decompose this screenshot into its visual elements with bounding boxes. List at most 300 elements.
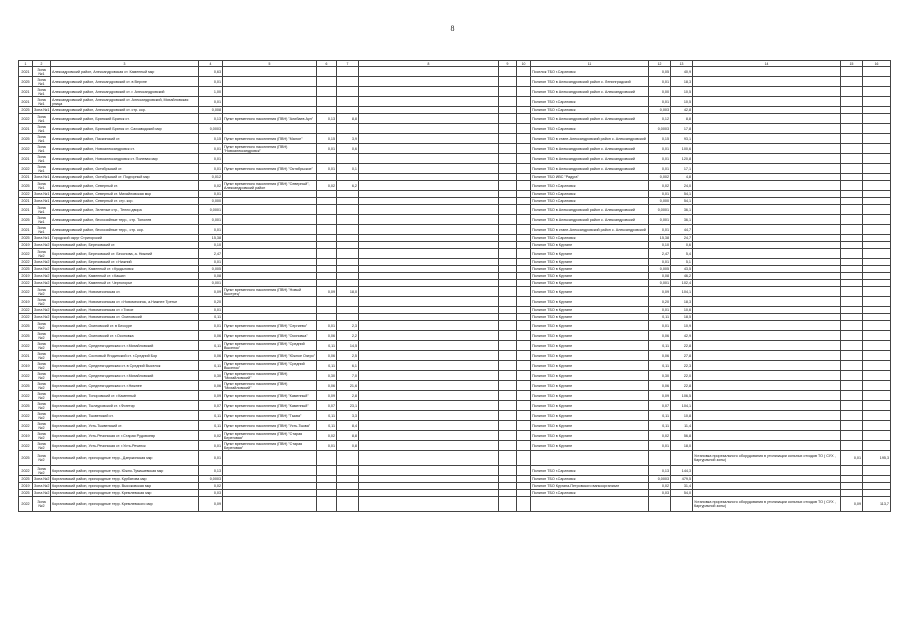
table-cell: 102,4 xyxy=(671,280,693,287)
table-cell xyxy=(863,181,891,191)
table-cell: 0,02 xyxy=(199,181,223,191)
table-cell xyxy=(359,205,499,215)
table-cell: 0,01 xyxy=(317,321,337,331)
table-cell xyxy=(317,297,337,307)
table-cell: 54,1 xyxy=(671,198,693,205)
table-cell xyxy=(693,124,841,134)
table-cell xyxy=(517,154,531,164)
table-row xyxy=(19,321,891,331)
table-cell xyxy=(841,225,863,235)
table-cell xyxy=(693,401,841,411)
table-cell xyxy=(337,242,359,249)
table-cell xyxy=(517,235,531,242)
table-cell: Александровский район, Октябрьский ст. xyxy=(51,164,199,174)
table-cell: 10,6 xyxy=(671,307,693,314)
table-cell xyxy=(863,242,891,249)
table-cell xyxy=(863,154,891,164)
table-cell xyxy=(693,466,841,476)
table-cell: Зона №1 xyxy=(33,215,51,225)
table-cell: Зона №2 xyxy=(33,297,51,307)
column-index-cell: 15 xyxy=(841,61,863,67)
table-cell: 0,012 xyxy=(199,174,223,181)
table-row xyxy=(19,242,891,249)
table-cell: 0,0001 xyxy=(649,205,671,215)
table-cell: 0,11 xyxy=(649,314,671,321)
table-cell: Полигон ТБО в Кургане xyxy=(531,391,649,401)
table-cell: Коргановский район, пригородные терр. Курбатова мкр xyxy=(51,476,199,483)
table-cell xyxy=(863,215,891,225)
table-cell: 2022 xyxy=(19,411,33,421)
table-cell: 2022 xyxy=(19,164,33,174)
table-cell: Зона №1 xyxy=(33,77,51,87)
table-cell xyxy=(337,198,359,205)
table-cell xyxy=(337,77,359,87)
table-row xyxy=(19,205,891,215)
table-cell xyxy=(337,483,359,490)
table-cell xyxy=(693,191,841,198)
table-cell xyxy=(841,266,863,273)
table-cell: 8,4 xyxy=(337,421,359,431)
table-cell xyxy=(499,114,517,124)
table-cell: Александровский район, бесхозяйные терр., стр. кор. xyxy=(51,225,199,235)
table-cell: 0,09 xyxy=(317,287,337,297)
column-index-cell: 3 xyxy=(51,61,199,67)
table-cell xyxy=(499,249,517,259)
table-cell: 36,1 xyxy=(671,205,693,215)
table-cell xyxy=(841,483,863,490)
table-cell: 42,9 xyxy=(671,331,693,341)
table-cell: Полигон ТБО г.Саратовск xyxy=(531,107,649,114)
table-cell: Пункт временного накопления (ПВН) "Северный", Александровский район xyxy=(223,181,317,191)
table-cell: 3,3 xyxy=(337,411,359,421)
table-cell: Коргановский район, Усть-Речинская ст. г.Старая Рудовоевр xyxy=(51,431,199,441)
table-cell: 2025 xyxy=(19,321,33,331)
table-cell: Полигон ТБО в Кургане xyxy=(531,361,649,371)
table-cell: Коргановский район, пригородные терр. Южно-Тумашевская мкр xyxy=(51,466,199,476)
table-cell xyxy=(863,273,891,280)
table-cell xyxy=(863,280,891,287)
table-cell: 0,01 xyxy=(199,225,223,235)
table-cell xyxy=(337,235,359,242)
table-cell: 43,5 xyxy=(671,266,693,273)
table-cell xyxy=(499,235,517,242)
table-cell xyxy=(531,451,649,466)
table-cell: 18,0 xyxy=(337,287,359,297)
table-cell xyxy=(693,381,841,391)
table-cell: 2022 xyxy=(19,249,33,259)
table-cell xyxy=(693,97,841,107)
table-cell: Зона №2 xyxy=(33,371,51,381)
table-cell: 27,8 xyxy=(671,351,693,361)
table-cell: Зона №1 xyxy=(33,181,51,191)
table-row xyxy=(19,87,891,97)
table-cell: 0,0003 xyxy=(649,476,671,483)
table-cell: 2022 xyxy=(19,314,33,321)
table-cell xyxy=(223,235,317,242)
table-cell: Полигон ТБО в Кургане xyxy=(531,280,649,287)
table-cell: Полигон ТБО в стане-Александровский район с. Александровский xyxy=(531,134,649,144)
table-cell: 2022 xyxy=(19,466,33,476)
table-cell xyxy=(359,451,499,466)
table-cell: Пункт временного накопления (ПВН) "Южное Озеро" xyxy=(223,351,317,361)
table-cell xyxy=(863,174,891,181)
table-cell: Пункт временного накопления (ПВН) "Средний Выселок" xyxy=(223,341,317,351)
column-index-cell: 1 xyxy=(19,61,33,67)
column-index-cell: 16 xyxy=(863,61,891,67)
table-cell: Полигон ТБО в Александровский район с. Александровский xyxy=(531,164,649,174)
table-cell xyxy=(841,198,863,205)
table-cell xyxy=(863,266,891,273)
table-cell xyxy=(693,351,841,361)
table-cell xyxy=(223,225,317,235)
table-cell: 2021 xyxy=(19,198,33,205)
table-cell: 2025 xyxy=(19,331,33,341)
table-cell: Пункт временного накопления (ПВН) "Старая Береговая" xyxy=(223,431,317,441)
table-row xyxy=(19,371,891,381)
table-cell: 195,3 xyxy=(863,451,891,466)
table-cell: 10,5 xyxy=(671,97,693,107)
table-cell xyxy=(841,490,863,497)
table-cell: Полигон ТБО в Александровский район с. Александровский xyxy=(531,87,649,97)
table-cell: 2019 xyxy=(19,483,33,490)
table-cell: 0,002 xyxy=(649,174,671,181)
table-row xyxy=(19,249,891,259)
table-cell: 0,01 xyxy=(199,321,223,331)
table-cell xyxy=(517,476,531,483)
table-cell: Коргановский район, Тылауровский ст. г.Фогетир xyxy=(51,401,199,411)
table-cell: 0,001 xyxy=(649,215,671,225)
table-cell: 0,01 xyxy=(649,154,671,164)
table-cell xyxy=(499,280,517,287)
table-cell xyxy=(317,198,337,205)
table-cell: 3,9 xyxy=(337,134,359,144)
table-row xyxy=(19,381,891,391)
table-cell: 144,3 xyxy=(671,466,693,476)
table-cell: 2022 xyxy=(19,280,33,287)
table-cell xyxy=(499,476,517,483)
table-cell xyxy=(841,144,863,154)
table-cell: Пункт временного накопления (ПВН) "Михайловский" xyxy=(223,371,317,381)
column-index-cell: 11 xyxy=(531,61,649,67)
table-cell xyxy=(517,144,531,154)
table-cell xyxy=(863,287,891,297)
table-cell xyxy=(517,490,531,497)
table-cell: 0,20 xyxy=(199,297,223,307)
table-cell xyxy=(337,124,359,134)
table-cell xyxy=(499,297,517,307)
table-cell xyxy=(693,205,841,215)
table-cell xyxy=(499,371,517,381)
table-cell xyxy=(517,124,531,134)
table-cell xyxy=(223,97,317,107)
table-cell: 0,06 xyxy=(199,331,223,341)
table-cell xyxy=(359,341,499,351)
table-cell xyxy=(863,114,891,124)
table-cell xyxy=(499,351,517,361)
table-cell xyxy=(841,77,863,87)
table-cell: 0,1 xyxy=(337,164,359,174)
table-cell: 0,01 xyxy=(649,77,671,87)
table-cell xyxy=(863,421,891,431)
table-cell: Полигон ТБО в Кургане xyxy=(531,411,649,421)
table-cell xyxy=(841,205,863,215)
table-cell: 0,01 xyxy=(649,164,671,174)
table-cell xyxy=(863,331,891,341)
column-index-cell: 2 xyxy=(33,61,51,67)
table-cell xyxy=(499,497,517,512)
table-cell xyxy=(223,490,317,497)
table-cell: 0,08 xyxy=(199,273,223,280)
table-cell: 4,8 xyxy=(671,174,693,181)
table-cell: 0,13 xyxy=(199,114,223,124)
table-cell xyxy=(693,225,841,235)
table-cell: Коргановский район, Каменный ст. г.Кашин xyxy=(51,273,199,280)
table-cell: 0,09 xyxy=(199,497,223,512)
table-cell xyxy=(863,441,891,451)
table-cell xyxy=(693,411,841,421)
table-cell: 0,11 xyxy=(649,341,671,351)
table-cell xyxy=(317,174,337,181)
table-cell: Зона №1 xyxy=(34,108,50,112)
table-cell: 0,005 xyxy=(199,266,223,273)
table-row xyxy=(19,144,891,154)
table-cell: 0,01 xyxy=(199,451,223,466)
table-cell: Зона №2 xyxy=(34,260,50,264)
table-cell: Полигон ТБО в Кургане xyxy=(531,287,649,297)
table-cell xyxy=(317,77,337,87)
table-cell: Полигон ТБО в Кургане xyxy=(531,331,649,341)
table-cell xyxy=(223,198,317,205)
table-cell: 106,5 xyxy=(671,391,693,401)
table-cell: 2022 xyxy=(19,307,33,314)
table-row xyxy=(19,198,891,205)
table-cell xyxy=(223,451,317,466)
table-cell xyxy=(499,391,517,401)
table-row xyxy=(19,174,891,181)
table-cell: Полигон ТБО г.Саратовск xyxy=(531,466,649,476)
table-cell: 0,0003 xyxy=(649,124,671,134)
table-cell xyxy=(499,441,517,451)
table-cell xyxy=(517,205,531,215)
table-cell xyxy=(317,266,337,273)
table-cell: 0,005 xyxy=(649,266,671,273)
table-cell: 17,8 xyxy=(671,124,693,134)
table-cell xyxy=(499,273,517,280)
table-cell xyxy=(517,181,531,191)
table-cell xyxy=(359,77,499,87)
table-cell: Александровский район, Новоалександровск ст. xyxy=(51,144,199,154)
table-cell xyxy=(337,476,359,483)
table-cell xyxy=(841,466,863,476)
table-cell xyxy=(359,314,499,321)
table-cell: 0,11 xyxy=(317,341,337,351)
table-cell: 10,9 xyxy=(671,321,693,331)
table-cell: 0,01 xyxy=(199,191,223,198)
table-cell: 0,15 xyxy=(317,134,337,144)
table-cell: 2,2 xyxy=(337,331,359,341)
table-cell: 15,38 xyxy=(199,235,223,242)
table-cell xyxy=(359,144,499,154)
table-cell xyxy=(841,280,863,287)
table-cell xyxy=(499,77,517,87)
table-cell: Полигон ТБО в Кургане xyxy=(531,273,649,280)
table-cell: Полигон ТБО в Кургане xyxy=(531,441,649,451)
table-cell xyxy=(693,174,841,181)
table-cell xyxy=(693,215,841,225)
table-cell xyxy=(517,107,531,114)
table-cell: Полигон ТБО г.Саратовск xyxy=(531,124,649,134)
table-cell xyxy=(841,341,863,351)
table-row xyxy=(19,411,891,421)
table-cell: Зона №2 xyxy=(33,249,51,259)
table-cell: 0,01 xyxy=(649,97,671,107)
table-cell xyxy=(517,314,531,321)
table-cell xyxy=(223,314,317,321)
table-cell xyxy=(841,249,863,259)
table-cell xyxy=(337,497,359,512)
table-cell xyxy=(337,154,359,164)
table-cell xyxy=(223,273,317,280)
table-cell xyxy=(517,266,531,273)
table-cell: 0,13 xyxy=(649,466,671,476)
table-cell: 10,5 xyxy=(671,87,693,97)
table-cell: 0,0003 xyxy=(199,124,223,134)
table-cell xyxy=(863,361,891,371)
table-cell xyxy=(359,273,499,280)
table-cell xyxy=(337,273,359,280)
table-cell xyxy=(223,191,317,198)
table-cell: Коргановский район, Новомесинская ст. г.Тихое xyxy=(51,307,199,314)
table-cell: 113,7 xyxy=(863,497,891,512)
table-cell xyxy=(223,249,317,259)
table-cell xyxy=(671,451,693,466)
table-cell: Пункт временного накопления (ПВН) "Старая Береговая" xyxy=(223,441,317,451)
table-cell: 2025 xyxy=(19,490,33,497)
table-row xyxy=(19,297,891,307)
table-cell xyxy=(841,441,863,451)
table-cell: 0,11 xyxy=(199,361,223,371)
table-cell xyxy=(841,421,863,431)
table-cell xyxy=(223,497,317,512)
table-cell xyxy=(359,307,499,314)
table-cell: Зона №2 xyxy=(33,381,51,391)
table-cell: 0,02 xyxy=(649,181,671,191)
table-cell xyxy=(517,391,531,401)
table-cell: Коргановский район, Осиновский ст. в Бессуре xyxy=(51,321,199,331)
table-cell xyxy=(693,259,841,266)
table-cell xyxy=(359,198,499,205)
table-cell xyxy=(359,154,499,164)
table-row xyxy=(19,225,891,235)
table-cell xyxy=(317,97,337,107)
table-cell xyxy=(499,134,517,144)
table-cell: Пункт временного накопления (ПВН) "Тыква" xyxy=(223,411,317,421)
table-cell xyxy=(359,321,499,331)
table-cell xyxy=(517,381,531,391)
table-cell xyxy=(223,174,317,181)
table-cell: Коргановский район, Среднеягодинская ст. г.Михайловский xyxy=(51,371,199,381)
table-cell: 0,13 xyxy=(317,114,337,124)
table-cell xyxy=(359,114,499,124)
table-cell: 0,008 xyxy=(199,107,223,114)
table-cell: 54,1 xyxy=(671,191,693,198)
table-row xyxy=(19,97,891,107)
table-cell: Зона №2 xyxy=(34,308,50,312)
table-cell xyxy=(499,259,517,266)
table-cell xyxy=(317,215,337,225)
table-cell xyxy=(317,87,337,97)
table-cell xyxy=(317,497,337,512)
table-cell: Зона №2 xyxy=(34,477,50,481)
table-cell: 2,3 xyxy=(337,321,359,331)
table-cell: Полигон ТБО г.Саратовск xyxy=(531,191,649,198)
table-cell xyxy=(223,77,317,87)
table-cell: 0,06 xyxy=(649,331,671,341)
table-cell xyxy=(693,307,841,314)
table-cell: 2019 xyxy=(19,242,33,249)
table-cell xyxy=(841,191,863,198)
table-cell xyxy=(649,451,671,466)
table-cell xyxy=(499,490,517,497)
table-cell: 10,8 xyxy=(671,411,693,421)
table-row xyxy=(19,391,891,401)
table-row xyxy=(19,134,891,144)
table-cell: Полигон ТБО в Кургане xyxy=(531,307,649,314)
table-cell xyxy=(359,124,499,134)
table-cell xyxy=(499,225,517,235)
table-cell: 6,1 xyxy=(337,361,359,371)
table-cell xyxy=(841,331,863,341)
table-cell: 5,1 xyxy=(671,259,693,266)
table-cell: 0,06 xyxy=(649,351,671,361)
table-cell xyxy=(499,97,517,107)
table-cell: 0,01 xyxy=(317,441,337,451)
table-cell: Коргановский район, Усть-Тыквенский ст. xyxy=(51,421,199,431)
table-cell: 14,5 xyxy=(337,341,359,351)
table-cell xyxy=(863,205,891,215)
table-cell xyxy=(499,191,517,198)
table-cell: 11,4 xyxy=(671,421,693,431)
table-cell xyxy=(337,249,359,259)
table-cell xyxy=(337,490,359,497)
table-cell: 0,001 xyxy=(199,280,223,287)
table-cell xyxy=(359,280,499,287)
table-cell xyxy=(841,351,863,361)
table-cell: 93,1 xyxy=(671,134,693,144)
table-cell: 0,15 xyxy=(649,134,671,144)
table-cell: Зона №1 xyxy=(34,192,50,196)
table-cell: Коргановский район, пригородные терр. Кремлевская мкр xyxy=(51,490,199,497)
table-cell: 0,01 xyxy=(649,441,671,451)
table-cell xyxy=(841,273,863,280)
table-cell xyxy=(359,259,499,266)
table-cell: Зона №1 xyxy=(33,205,51,215)
table-cell xyxy=(841,215,863,225)
table-cell: 0,0003 xyxy=(199,476,223,483)
table-cell: 2022 xyxy=(19,441,33,451)
table-cell: 6,2 xyxy=(337,181,359,191)
table-cell xyxy=(223,483,317,490)
table-cell: 2025 xyxy=(19,77,33,87)
table-cell xyxy=(337,97,359,107)
table-cell xyxy=(841,124,863,134)
table-cell: Коргановский район, Новомесинская ст. Осиновский xyxy=(51,314,199,321)
table-cell xyxy=(499,287,517,297)
table-cell xyxy=(531,497,649,512)
table-cell xyxy=(499,466,517,476)
table-cell xyxy=(517,421,531,431)
table-cell: Зона №2 xyxy=(34,267,50,271)
